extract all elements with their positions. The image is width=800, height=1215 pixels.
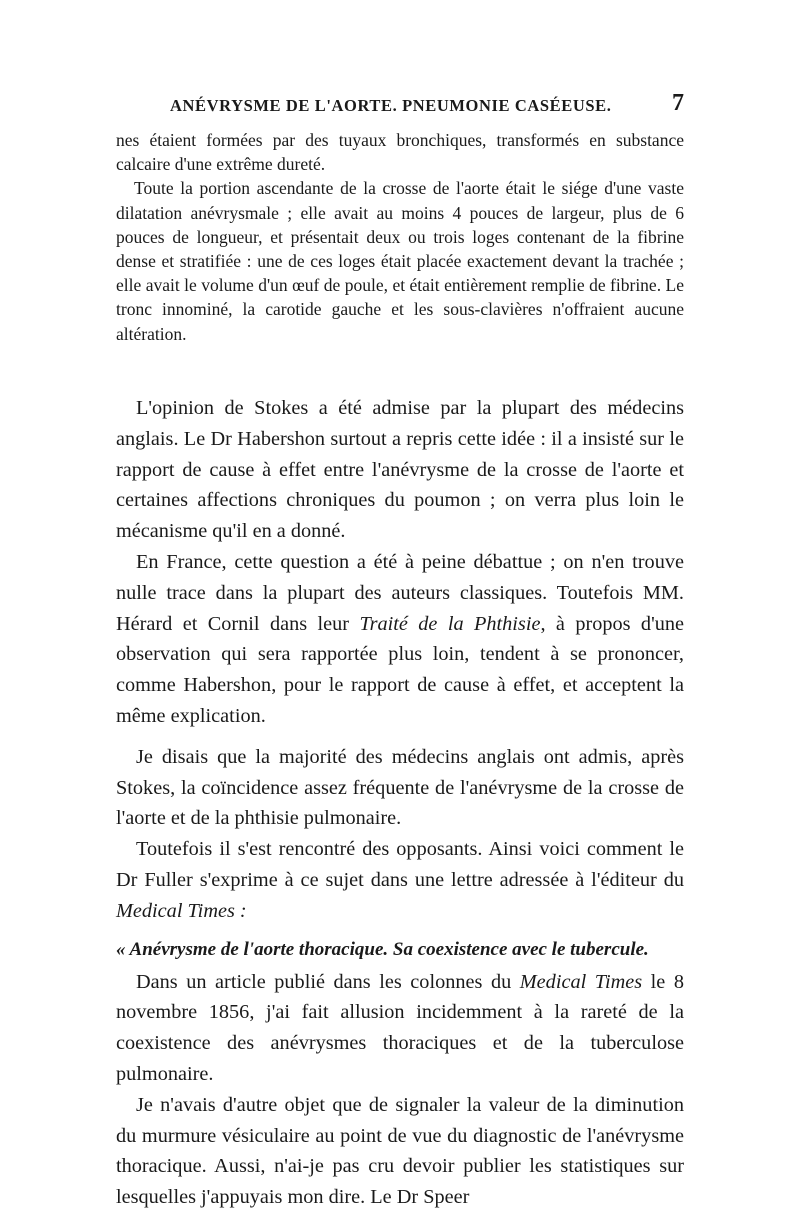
running-head — [116, 90, 684, 118]
paragraph-france-start: En France, cette question a été à peine débattue ; on n'en trouve nulle trace dans la plupart des auteurs classiques. Toutefois MM. Hérard et Cornil dans leur — [116, 550, 684, 635]
paragraph-france — [116, 547, 684, 732]
paragraph-objet: Je n'avais d'autre objet que de signaler la valeur de la diminution du murmure vésiculaire au point de vue du diagnostic de l'anévrysme thoracique. Aussi, n'ai-je pas cru devoir publier les statistiques sur lesquelles j'appuyais mon dire. Le Dr Speer — [116, 1093, 684, 1209]
main-text-block — [116, 393, 684, 1213]
paragraph-opposants — [116, 834, 684, 926]
paragraph-opposants-start: Toutefois il s'est rencontré des opposants. Ainsi voici comment le Dr Fuller s'exprime à ce sujet dans une lettre adressée à l'éditeur du — [116, 838, 684, 891]
observation-paragraph-2: Toute la portion ascendante de la crosse de l'aorte était le siége d'une vaste dilatation anévrysmale ; elle avait au moins 4 pouces de largeur, plus de 6 pouces de longueur, et présentait deux ou trois loges contenant de la fibrine dense et stratifiée : une de ces loges était placée exactement devant la trachée ; elle avait le volume d'un œuf de poule, et était entièrement remplie de fibrine. Le tronc innominé, la carotide gauche et les sous-clavières n'offraient aucune altération. — [116, 178, 684, 344]
observation-paragraph-1: nes étaient formées par des tuyaux bronchiques, transformés en substance calcaire d'une extrême dureté. — [116, 130, 684, 175]
letter-heading: « Anévrysme de l'aorte thoracique. Sa coexistence avec le tubercule. — [116, 938, 649, 960]
page-number: 7 — [672, 90, 684, 116]
paragraph-article-start: Dans un article publié dans les colonnes du — [136, 970, 520, 993]
journal-title-medical-times-2: Medical Times — [519, 970, 643, 993]
paragraph-france-end: , à propos d'une observation qui sera rapportée plus loin, tendent à se prononcer, comme Habershon, pour le rapport de cause à effet, et acceptent la même explication. — [116, 612, 685, 727]
paragraph-stokes-opinion: L'opinion de Stokes a été admise par la plupart des médecins anglais. Le Dr Habershon surtout a repris cette idée : il a insisté sur le rapport de cause à effet entre l'anévrysme de la crosse de l'aorte et certaines affections chroniques du poumon ; on verra plus loin le mécanisme qu'il en a donné. — [116, 397, 684, 543]
paragraph-article — [116, 967, 684, 1090]
quoted-observation-block — [116, 128, 684, 346]
paragraph-majorite: Je disais que la majorité des médecins anglais ont admis, après Stokes, la coïncidence assez fréquente de l'anévrysme de la crosse de l'aorte et de la phthisie pulmonaire. — [116, 745, 684, 830]
paragraph-article-end: le 8 novembre 1856, j'ai fait allusion incidemment à la rareté de la coexistence des anévrysmes thoraciques et de la tuberculose pulmonaire. — [116, 970, 684, 1085]
running-title: ANÉVRYSME DE L'AORTE. PNEUMONIE CASÉEUSE. — [170, 96, 612, 115]
book-title-traite-phthisie: Traité de la Phthisie — [359, 612, 541, 635]
journal-title-medical-times: Medical Times : — [116, 899, 247, 922]
